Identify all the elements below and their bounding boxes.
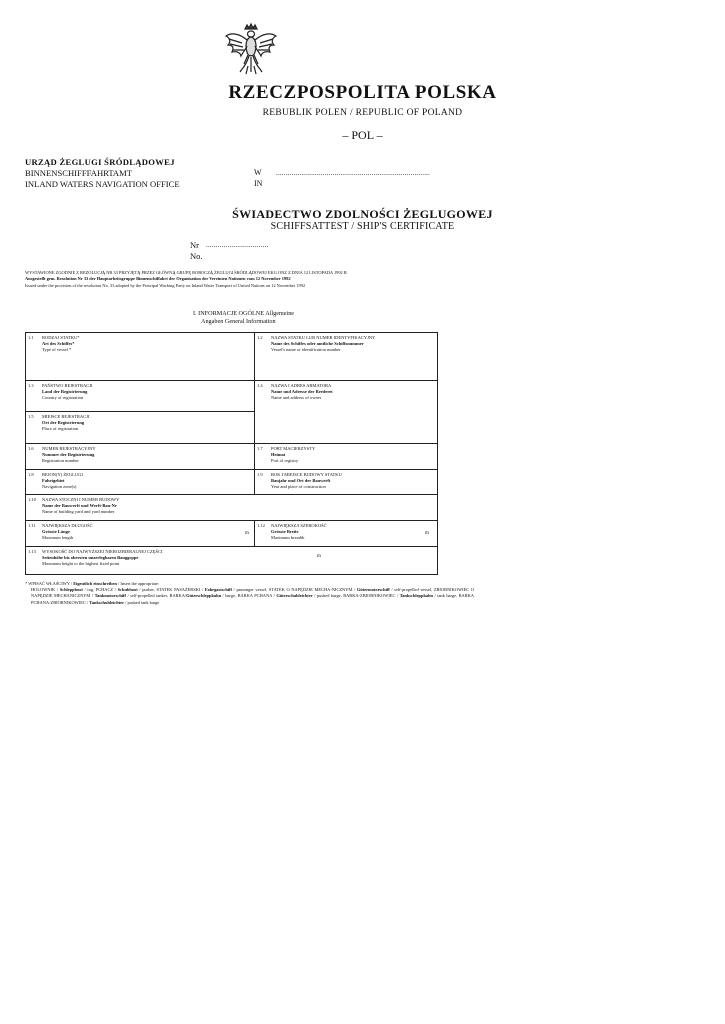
unit-length: m [245,531,249,536]
table-divider [25,443,438,444]
office-line-pl: URZĄD ŻEGLUGI ŚRÓDLĄDOWEJ [25,157,175,167]
section-heading-sub: Angaben General Information [201,317,276,325]
office-location-field[interactable]: ............................................................................... [276,169,431,177]
office-w-label: W [254,168,262,177]
table-divider [25,380,438,381]
table-divider [25,469,438,470]
certificate-no-label: No. [190,251,203,261]
footnote: * WPISAĆ WŁAŚCIWY / Eigentlich einschreiben / Insert the appropriate: HOLOWNIK / Schleppboot / tug, PCHACZ / Schubboot / pusher, STATEK PASAŻERSKI / Fahrgastschiff / passenger vessel, STATEK O NAPĘDZIE MECHA-NICZNYM / Gütermotorschiff / self-propelled vessel, ZBIORNIKOWIEC O NAPĘDZIE MECHANICZNYM / Tankmotorschiff / self-propelled tanker, BARKA/Güterschleppkahn / barge, BARKA PCHANA / Güterschubleichter / pushed barge, BARKA-ZBIORNIKOWIEC / Tankschleppkahn / tank barge, BARKA PCHANA-ZBIORNIKOWIEC / Tankschubleichter / pushed tank barge [25,581,475,605]
certificate-title: ŚWIADECTWO ZDOLNOŚCI ŻEGLUGOWEJ [232,207,493,221]
office-line-de: BINNENSCHIFFFAHRTAMT [25,168,133,178]
table-divider [254,520,255,546]
table-divider [25,546,438,547]
section-heading-title: I. INFORMACJE OGÓLNE Allgemeine [193,310,295,317]
legal-basis-de: Ausgestellt gem. Resolution Nr 33 der Hauptarbeitsgruppe Binnenschiffahrt der Organisation der Vereinten Nationen vom 12 November 1992 [25,276,291,282]
legal-basis-en: Issued under the provision of the resolution No. 33 adopted by the Principal Working Party on Inland Water Transport of United Nations on 12 November 1992 [25,282,306,288]
eagle-emblem-icon [222,22,280,78]
unit-height: m [317,554,321,559]
certificate-subtitle: SCHIFFSATTEST / SHIP'S CERTIFICATE [270,221,455,232]
legal-basis [25,270,465,289]
page-title: RZECZPOSPOLITA POLSKA [228,82,497,103]
unit-breadth: m [425,531,429,536]
certificate-nr-label: Nr [190,240,199,250]
office-line-en: INLAND WATERS NAVIGATION OFFICE [25,179,180,189]
section-heading [193,310,294,325]
page-subtitle: REBUBLIK POLEN / REPUBLIC OF POLAND [262,108,463,118]
legal-basis-pl: WYSTAWIONE ZGODNIE Z REZOLUCJĄ NR 33 PRZYJĘTĄ PRZEZ GŁÓWNĄ GRUPĘ ROBOCZĄ ŻEGLUGI ŚRÓDLĄDOWEJ EKG ONZ Z DNIA 12 LISTOPADA 1992 R. [25,270,348,275]
table-divider [25,494,438,495]
office-name [25,157,180,190]
table-divider [25,520,438,521]
certificate-number-field[interactable]: ................................ [206,241,269,249]
office-in-label: IN [254,179,263,188]
table-divider [25,411,254,412]
country-code: – POL – [342,128,383,142]
